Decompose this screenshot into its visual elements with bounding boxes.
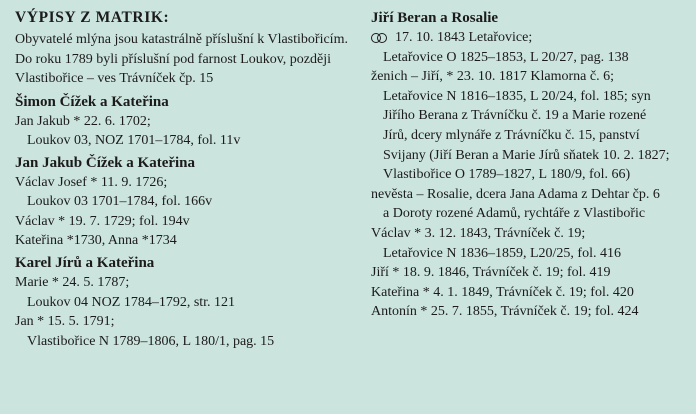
- record-line: Kateřina *1730, Anna *1734: [15, 233, 177, 249]
- left-column: [15, 8, 353, 351]
- record-line: Jírů, dcery mlynáře z Trávníčku č. 15, panství: [383, 127, 640, 143]
- record-line: Václav Josef * 11. 9. 1726;: [15, 174, 168, 190]
- record-line: a Doroty rozené Adamů, rychtáře z Vlastibořic: [383, 206, 646, 222]
- section-heading: Jiří Beran a Rosalie: [371, 10, 499, 26]
- section-heading: Jan Jakub Čížek a Kateřina: [15, 154, 196, 171]
- record-line: Jan Jakub * 22. 6. 1702;: [15, 113, 151, 129]
- record-line: Loukov 03, NOZ 1701–1784, fol. 11v: [27, 133, 241, 149]
- section-heading: Karel Jírů a Kateřina: [15, 255, 155, 272]
- record-line: Loukov 04 NOZ 1784–1792, str. 121: [27, 294, 236, 310]
- record-line: Václav * 3. 12. 1843, Trávníček č. 19;: [371, 225, 586, 241]
- record-line: Letařovice N 1836–1859, L20/25, fol. 416: [383, 245, 621, 261]
- record-line: Svijany (Jiří Beran a Marie Jírů sňatek 10. 2. 1827;: [383, 147, 670, 163]
- record-line: Václav * 19. 7. 1729; fol. 194v: [15, 213, 190, 229]
- record-line: Jiřího Berana z Trávníčku č. 19 a Marie rozené: [383, 108, 647, 124]
- section-simon-cizek: [15, 92, 353, 151]
- section-karel-jiru: [15, 253, 353, 351]
- section-heading: Šimon Čížek a Kateřina: [15, 93, 169, 110]
- page-heading: VÝPISY Z MATRIK:: [15, 9, 170, 26]
- record-line: Vlastibořice N 1789–1806, L 180/1, pag. 15: [27, 333, 275, 349]
- record-line: Jiří * 18. 9. 1846, Trávníček č. 19; fol. 419: [371, 265, 611, 281]
- record-line: Antonín * 25. 7. 1855, Trávníček č. 19; fol. 424: [371, 304, 639, 320]
- record-line: Jan * 15. 5. 1791;: [15, 314, 115, 330]
- intro-paragraph: Obyvatelé mlýna jsou katastrálně příslušní k Vlastibořicím. Do roku 1789 byli příslušní pod farnost Loukov, později Vlastibořice – ves Trávníček čp. 15: [15, 32, 348, 86]
- record-line: Vlastibořice O 1789–1827, L 180/9, fol. 66): [383, 167, 631, 183]
- marriage-date: 17. 10. 1843 Letařovice;: [395, 30, 533, 45]
- right-column: [371, 8, 691, 322]
- record-line: Loukov 03 1701–1784, fol. 166v: [27, 194, 213, 210]
- marriage-rings-icon: [371, 33, 391, 43]
- marriage-line: [371, 28, 691, 48]
- section-jan-jakub-cizek: [15, 153, 353, 251]
- record-line: Letařovice O 1825–1853, L 20/27, pag. 138: [383, 49, 629, 65]
- record-line: nevěsta – Rosalie, dcera Jana Adama z Dehtar čp. 6: [371, 186, 660, 202]
- record-line: Kateřina * 4. 1. 1849, Trávníček č. 19; fol. 420: [371, 284, 634, 300]
- record-line: Marie * 24. 5. 1787;: [15, 275, 130, 291]
- record-line: Letařovice N 1816–1835, L 20/24, fol. 185; syn: [383, 88, 651, 104]
- record-line: ženich – Jiří, * 23. 10. 1817 Klamorna č. 6;: [371, 69, 615, 85]
